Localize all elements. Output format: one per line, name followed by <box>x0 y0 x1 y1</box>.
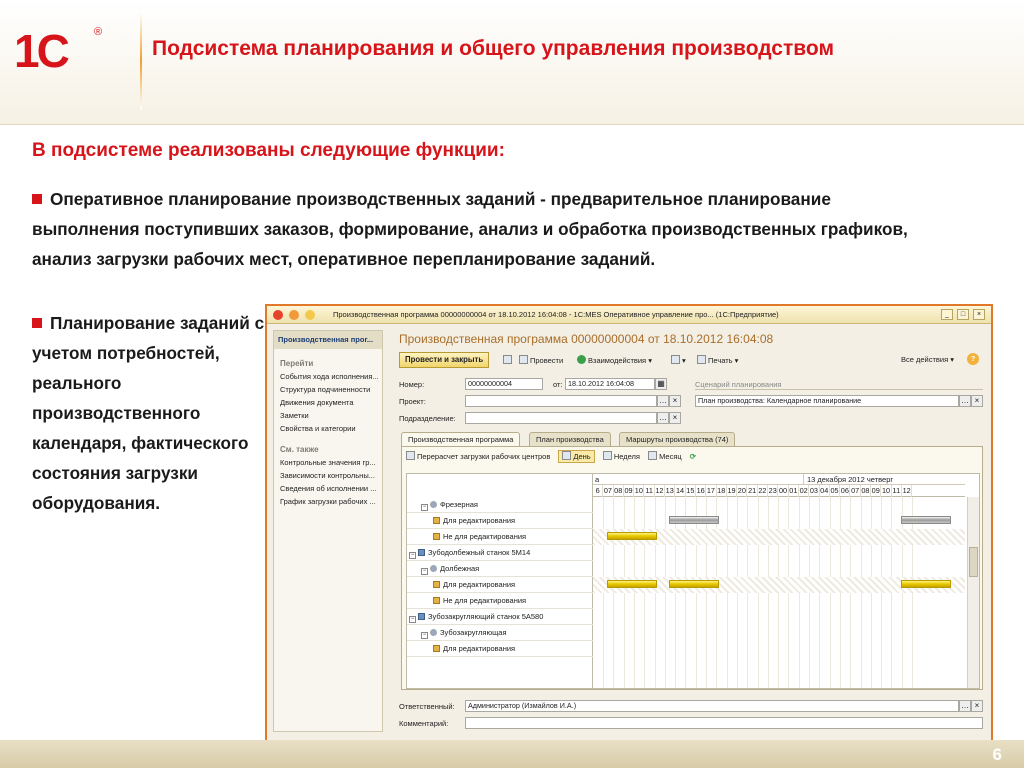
gantt-row[interactable] <box>407 513 593 529</box>
gantt-hour-label: 07 <box>851 486 860 495</box>
day-button[interactable] <box>558 450 594 463</box>
sidebar-group-goto: Перейти <box>280 359 314 368</box>
gantt-hour-label: 06 <box>840 486 849 495</box>
bullet-1-text: Оперативное планирование производственных заданий - предварительное планирование выполнения поступивших заказов, формирование, анализ и обработка производственных графиков, анализ загрузки рабочих мест, оперативное перепланирование заданий. <box>32 189 908 269</box>
gantt-grid-line <box>603 497 604 689</box>
post-icon <box>519 355 528 364</box>
gantt-grid-line <box>902 497 903 689</box>
interactions-button[interactable]: Взаимодействия ▾ <box>577 355 652 365</box>
post-and-close-button[interactable]: Провести и закрыть <box>399 352 489 368</box>
bullet-task-planning <box>32 308 272 518</box>
month-button[interactable] <box>648 452 682 461</box>
gantt-grid-line <box>840 497 841 689</box>
plan-field[interactable]: План производства: Календарное планирование <box>695 395 959 407</box>
gantt-hour-label: 20 <box>737 486 746 495</box>
month-label: Месяц <box>659 452 682 461</box>
gantt-hour-label: 11 <box>645 486 653 495</box>
document-form <box>391 326 991 740</box>
plan-clear-icon[interactable]: × <box>971 395 983 407</box>
gantt-grid-line <box>706 497 707 689</box>
bullet-square-icon <box>32 194 42 204</box>
gantt-row[interactable] <box>407 641 593 657</box>
star-icon[interactable] <box>305 310 315 320</box>
print-button[interactable]: Печать ▾ <box>697 355 738 365</box>
gantt-bar-locked[interactable] <box>901 580 951 588</box>
structure-button[interactable]: ▾ <box>671 355 686 365</box>
app-window-screenshot <box>265 304 993 742</box>
sidebar-item[interactable]: Контрольные значения гр... <box>280 458 376 467</box>
from-label: от: <box>553 380 563 389</box>
day-label: День <box>573 452 591 461</box>
bullet-square-icon <box>32 318 42 328</box>
responsible-select-icon[interactable]: … <box>961 701 969 710</box>
post-label: Провести <box>530 356 564 365</box>
sidebar-item[interactable]: График загрузки рабочих ... <box>280 497 376 506</box>
gantt-grid-line <box>634 497 635 689</box>
gantt-grid-line <box>881 497 882 689</box>
plan-select-icon[interactable]: … <box>961 396 969 405</box>
gear-icon <box>430 565 437 572</box>
date-field[interactable]: 18.10.2012 16:04:08 <box>565 378 655 390</box>
structure-icon <box>671 355 680 364</box>
gantt-row[interactable] <box>407 529 593 545</box>
gantt-row-label: Не для редактирования <box>443 596 527 605</box>
gantt-grid-line <box>675 497 676 689</box>
gantt-row-label: Зубозакругляющий станок 5А580 <box>428 612 544 621</box>
sidebar-item[interactable]: События хода исполнения... <box>280 372 379 381</box>
logo-registered-mark: ® <box>94 26 103 38</box>
maximize-icon[interactable]: □ <box>957 309 969 320</box>
gantt-grid-line <box>799 497 800 689</box>
gantt-scroll-thumb[interactable] <box>969 547 978 577</box>
gantt-grid-line <box>665 497 666 689</box>
division-clear-icon[interactable]: × <box>669 412 681 424</box>
gantt-hour-label: 04 <box>820 486 829 495</box>
slide-footer <box>0 740 1024 768</box>
help-icon[interactable]: ? <box>967 353 979 365</box>
tab-panel <box>401 446 983 690</box>
document-title: Производственная программа 00000000004 от 18.10.2012 16:04:08 <box>399 332 774 346</box>
comment-label: Комментарий: <box>399 719 449 728</box>
print-icon <box>697 355 706 364</box>
calendar-icon[interactable]: ▦ <box>655 378 667 390</box>
gantt-resource-list <box>407 474 593 688</box>
expand-toggle-icon[interactable]: − <box>422 504 427 510</box>
gantt-row-label: Для редактирования <box>443 516 516 525</box>
gantt-grid-line <box>685 497 686 689</box>
gantt-hour-label: 22 <box>758 486 767 495</box>
gantt-row[interactable] <box>407 609 593 625</box>
gantt-row-label: Зубодолбежный станок 5М14 <box>428 548 531 557</box>
gantt-hour-label: 13 <box>665 486 674 495</box>
gantt-grid-line <box>758 497 759 689</box>
gantt-hour-label: 02 <box>799 486 808 495</box>
month-icon <box>648 451 657 460</box>
gantt-header-left: а <box>595 475 600 484</box>
responsible-field[interactable]: Администратор (Измайлов И.А.) <box>465 700 959 712</box>
1c-logo <box>14 24 126 78</box>
gantt-hour-label: 01 <box>789 486 798 495</box>
gantt-grid-line <box>624 497 625 689</box>
all-actions-button[interactable]: Все действия ▾ <box>901 355 955 364</box>
gantt-grid-line <box>912 497 913 689</box>
gantt-grid-line <box>819 497 820 689</box>
slide-title: Подсистема планирования и общего управления производством <box>152 37 834 60</box>
tab-production-routes[interactable]: Маршруты производства (74) <box>619 432 735 446</box>
gantt-row[interactable] <box>407 561 593 577</box>
interactions-label: Взаимодействия <box>588 356 647 365</box>
gantt-grid-line <box>850 497 851 689</box>
gantt-grid-line <box>768 497 769 689</box>
gantt-bar-editable[interactable] <box>669 516 719 524</box>
gantt-row-label: Долбежная <box>440 564 480 573</box>
all-actions-label: Все действия <box>901 355 949 364</box>
gantt-grid-line <box>830 497 831 689</box>
gantt-grid-line <box>891 497 892 689</box>
gantt-hour-label: 18 <box>717 486 726 495</box>
lock-icon <box>433 581 440 588</box>
gantt-hour-label: 05 <box>830 486 839 495</box>
gantt-grid-line <box>871 497 872 689</box>
refresh-icon[interactable]: ⟳ <box>689 452 697 461</box>
gantt-grid-line <box>737 497 738 689</box>
gantt-bar-locked[interactable] <box>607 580 657 588</box>
gantt-row[interactable] <box>407 497 593 513</box>
responsible-clear-icon[interactable]: × <box>971 700 983 712</box>
gantt-chart <box>406 473 980 689</box>
slide-header <box>0 0 1024 125</box>
close-icon[interactable]: × <box>973 309 985 320</box>
gantt-hour-label: 10 <box>634 486 643 495</box>
gantt-hour-label: 11 <box>892 486 901 495</box>
gantt-bar-editable[interactable] <box>901 516 951 524</box>
save-icon[interactable] <box>503 355 514 365</box>
gear-icon <box>430 629 437 636</box>
gantt-hour-label: 6 <box>593 485 603 497</box>
sidebar-item[interactable]: Сведения об исполнении ... <box>280 484 377 493</box>
recalc-label: Перерасчет загрузки рабочих центров <box>417 452 551 461</box>
gantt-grid-line <box>655 497 656 689</box>
gantt-bar-locked[interactable] <box>669 580 719 588</box>
gantt-date-header <box>593 474 965 485</box>
window-controls <box>941 309 985 320</box>
sidebar-item[interactable]: Свойства и категории <box>280 424 356 433</box>
gantt-row[interactable] <box>407 593 593 609</box>
gantt-row[interactable] <box>407 625 593 641</box>
tab-production-program[interactable]: Производственная программа <box>401 432 520 447</box>
gantt-bar-locked[interactable] <box>607 532 657 540</box>
sidebar-item[interactable]: Заметки <box>280 411 309 420</box>
gantt-grid-line <box>778 497 779 689</box>
recalc-icon <box>406 451 415 460</box>
division-field[interactable] <box>465 412 657 424</box>
interactions-icon <box>577 355 586 364</box>
gantt-row[interactable] <box>407 577 593 593</box>
gantt-hour-label: 10 <box>881 486 891 495</box>
gantt-hour-label: 15 <box>686 486 695 495</box>
expand-toggle-icon[interactable]: − <box>422 568 427 574</box>
number-label: Номер: <box>399 380 425 389</box>
gantt-hour-label: 19 <box>727 486 736 495</box>
division-select-icon[interactable]: … <box>659 413 667 422</box>
gantt-hour-label: 09 <box>624 486 633 495</box>
comment-field[interactable] <box>465 717 983 729</box>
week-icon <box>603 451 612 460</box>
project-label: Проект: <box>399 397 426 406</box>
day-icon <box>562 451 571 460</box>
gantt-hour-label: 17 <box>706 486 715 495</box>
sidebar-group-see-also: См. также <box>280 445 319 454</box>
gantt-row[interactable] <box>407 545 593 561</box>
logo-text: 1С <box>14 25 67 77</box>
responsible-label: Ответственный: <box>399 702 455 711</box>
gantt-grid-line <box>727 497 728 689</box>
gantt-hour-label: 07 <box>603 486 612 495</box>
gantt-grid-line <box>696 497 697 689</box>
gantt-hours-header <box>593 485 965 497</box>
print-label: Печать <box>708 356 733 365</box>
expand-toggle-icon[interactable]: − <box>422 632 427 638</box>
back-icon[interactable] <box>289 310 299 320</box>
gantt-toolbar <box>406 451 696 465</box>
gantt-row-label: Фрезерная <box>440 500 478 509</box>
expand-toggle-icon[interactable]: − <box>410 552 415 558</box>
window-title: Производственная программа 00000000004 от 18.10.2012 16:04:08 - 1С:MES Оперативное управление про... (1С:Предприятие) <box>333 310 779 319</box>
gantt-hour-label: 12 <box>655 486 664 495</box>
gantt-grid-line <box>716 497 717 689</box>
gantt-hour-label: 16 <box>696 486 705 495</box>
gantt-header-date: 13 декабря 2012 четверг <box>803 474 893 485</box>
bullet-operational-planning <box>32 184 932 274</box>
gantt-hour-label: 12 <box>902 486 911 495</box>
recalc-button[interactable] <box>406 452 550 461</box>
gantt-hour-label: 21 <box>748 486 757 495</box>
lock-icon <box>433 517 440 524</box>
project-select-icon[interactable]: … <box>659 396 667 405</box>
gantt-hour-label: 08 <box>861 486 870 495</box>
expand-toggle-icon[interactable]: − <box>410 616 415 622</box>
sidebar-item[interactable]: Движения документа <box>280 398 354 407</box>
page-number: 6 <box>992 745 1002 764</box>
gantt-row-label: Для редактирования <box>443 644 516 653</box>
gantt-row-label: Для редактирования <box>443 580 516 589</box>
sidebar-current[interactable]: Производственная прог... <box>274 331 382 349</box>
lock-icon <box>433 645 440 652</box>
gantt-row-label: Не для редактирования <box>443 532 527 541</box>
window-titlebar <box>267 306 991 324</box>
week-button[interactable] <box>603 452 640 461</box>
gantt-scrollbar[interactable] <box>967 497 979 689</box>
gantt-hour-label: 14 <box>675 486 685 495</box>
app-icon[interactable] <box>273 310 283 320</box>
machine-icon <box>418 549 425 556</box>
sidebar-item[interactable]: Структура подчиненности <box>280 385 371 394</box>
machine-icon <box>418 613 425 620</box>
gantt-hour-label: 23 <box>768 486 777 495</box>
tab-production-plan[interactable]: План производства <box>529 432 611 446</box>
gear-icon <box>430 501 437 508</box>
sidebar-item[interactable]: Зависимости контрольны... <box>280 471 375 480</box>
gantt-grid-line <box>861 497 862 689</box>
lock-icon <box>433 533 440 540</box>
gantt-grid-line <box>788 497 789 689</box>
gantt-hour-label: 03 <box>809 486 818 495</box>
number-field[interactable]: 00000000004 <box>465 378 543 390</box>
gantt-hour-label: 09 <box>871 486 880 495</box>
gantt-grid-line <box>747 497 748 689</box>
gantt-grid-line <box>809 497 810 689</box>
division-label: Подразделение: <box>399 414 456 423</box>
week-label: Неделя <box>613 452 640 461</box>
slide-subtitle: В подсистеме реализованы следующие функции: <box>32 140 505 161</box>
gantt-row-label: Зубозакругляющая <box>440 628 507 637</box>
lock-icon <box>433 597 440 604</box>
minimize-icon[interactable]: _ <box>941 309 953 320</box>
gantt-grid-line <box>613 497 614 689</box>
gantt-hour-label: 08 <box>614 486 623 495</box>
project-clear-icon[interactable]: × <box>669 395 681 407</box>
project-field[interactable] <box>465 395 657 407</box>
gantt-grid-line <box>644 497 645 689</box>
post-button[interactable] <box>519 355 563 365</box>
gantt-hour-label: 00 <box>778 486 788 495</box>
header-divider <box>140 12 142 110</box>
bullet-2-text: Планирование заданий с учетом потребностей, реального производственного календаря, фактического состояния загрузки оборудования. <box>32 313 265 513</box>
scenario-label: Сценарий планирования <box>695 380 983 390</box>
document-toolbar <box>399 352 983 370</box>
sidebar <box>273 330 383 732</box>
